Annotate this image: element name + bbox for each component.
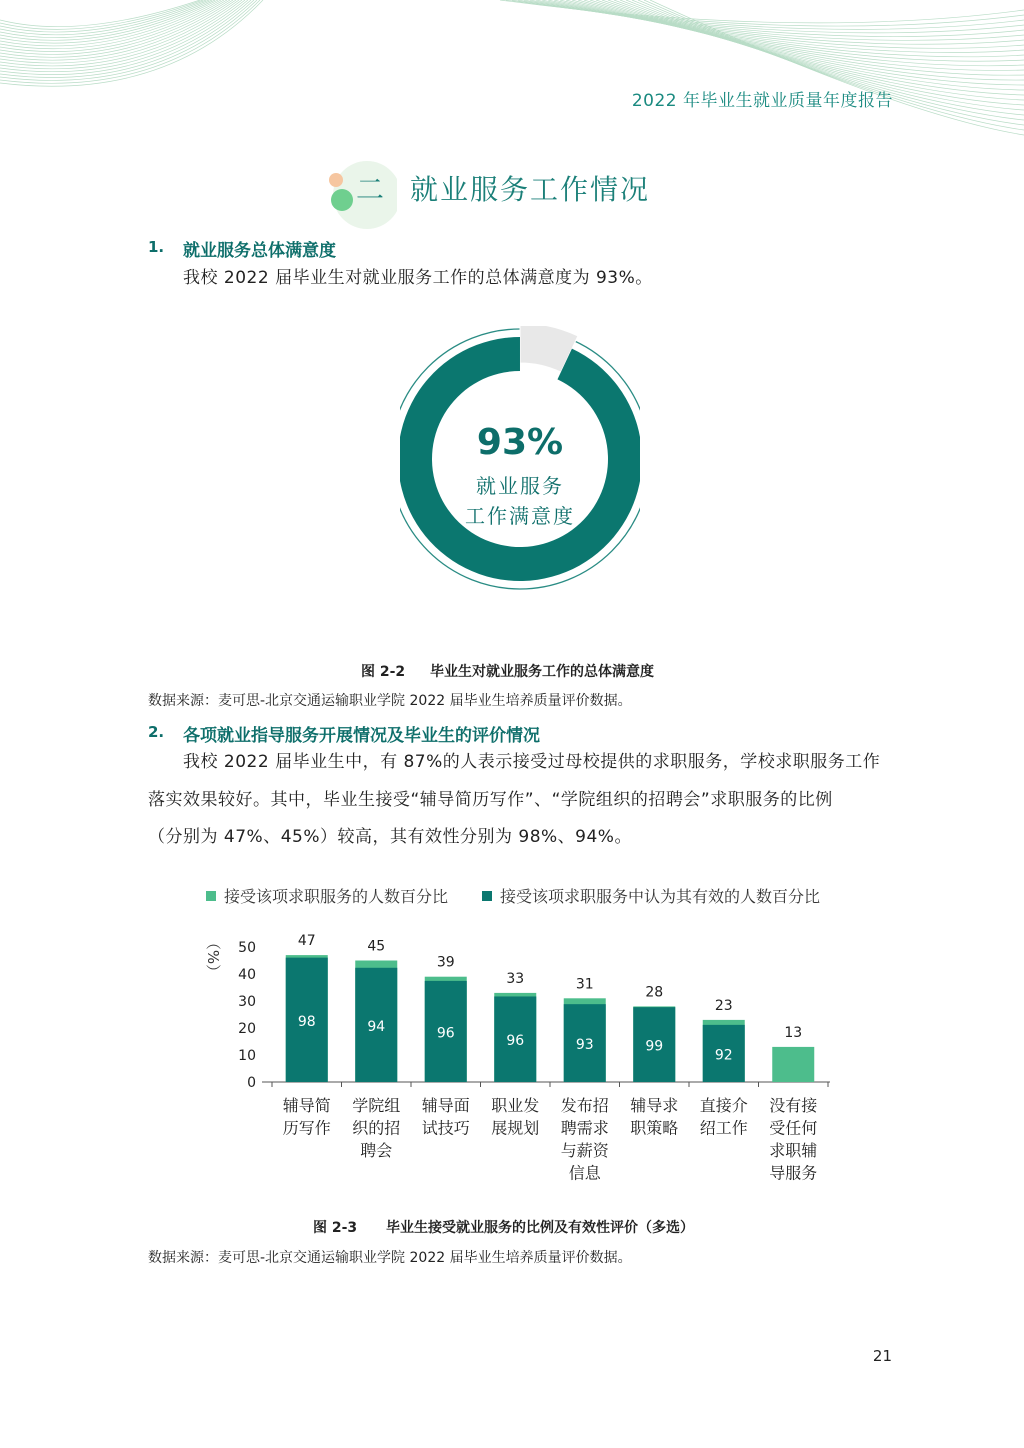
bar-effective-value-label: 96 [436,1025,455,1042]
x-category-label: 直接介 [699,1096,748,1115]
y-tick-label: 50 [238,940,256,956]
x-category-label: 辅导求 [630,1096,679,1115]
subsection-2-title: 各项就业指导服务开展情况及毕业生的评价情况 [183,726,540,746]
legend-label-received: 接受该项求职服务的人数百分比 [224,887,449,906]
section-title: 就业服务工作情况 [410,173,651,206]
y-tick-label: 20 [238,1021,256,1037]
legend-swatch-effective [482,891,492,901]
y-tick-label: 0 [247,1075,256,1091]
x-category-label: 职策略 [630,1118,679,1138]
page-number: 21 [872,1347,892,1365]
subsection-1-title: 就业服务总体满意度 [183,241,336,261]
x-category-label: 求职辅 [769,1141,818,1160]
x-category-label: 聘需求 [560,1118,609,1138]
x-category-label: 职业发 [491,1096,540,1115]
bar-received-value-label: 31 [575,976,594,993]
x-category-label: 织的招 [352,1118,401,1138]
figure-2-3-caption: 毕业生接受就业服务的比例及有效性评价（多选） [386,1220,694,1236]
subsection-1-number: 1. [148,238,165,256]
donut-value-label: 93% [476,422,564,463]
x-category-label: 聘会 [360,1141,393,1160]
x-category-label: 试技巧 [421,1118,470,1138]
bar-received-value-label: 47 [297,933,316,950]
bar-received [772,1047,814,1082]
subsection-2-line-1: 我校 2022 届毕业生中，有 87%的人表示接受过母校提供的求职服务，学校求职服务工作 [183,752,881,772]
bar-received-value-label: 13 [784,1024,803,1041]
y-tick-label: 10 [238,1048,256,1064]
x-category-label: 绍工作 [699,1118,748,1138]
legend-swatch-received [206,891,216,901]
subsection-2-line-2: 落实效果较好。其中，毕业生接受“辅导简历写作”、“学院组织的招聘会”求职服务的比例 [148,790,833,810]
x-category-label: 学院组 [352,1096,401,1115]
figure-2-2-caption: 毕业生对就业服务工作的总体满意度 [430,664,654,680]
x-category-label: 发布招 [560,1096,609,1115]
x-category-label: 历写作 [282,1118,331,1138]
bar-effective-value-label: 94 [367,1018,386,1035]
x-category-label: 与薪资 [560,1141,609,1160]
bar-received-value-label: 45 [367,938,386,955]
legend-item-received [206,884,448,907]
bar-effective-value-label: 99 [645,1038,664,1055]
running-header: 2022 年毕业生就业质量年度报告 [631,91,893,111]
x-category-label: 没有接 [769,1096,818,1115]
bar-effective-value-label: 92 [714,1047,733,1064]
donut-label-line-1: 就业服务 [476,474,564,498]
figure-2-2-number: 图 2-2 [361,664,406,680]
bar-received-value-label: 33 [506,970,525,987]
y-tick-label: 40 [238,967,256,983]
figure-2-2-source: 数据来源：麦可思-北京交通运输职业学院 2022 届毕业生培养质量评价数据。 [148,693,632,709]
employment-service-bar-chart [190,922,850,1192]
figure-2-3-number: 图 2-3 [313,1220,358,1236]
bar-effective-value-label: 93 [575,1037,594,1054]
section-number: 二 [356,173,385,206]
x-category-label: 导服务 [769,1163,818,1183]
x-category-label: 展规划 [491,1118,540,1138]
subsection-2-number: 2. [148,723,165,741]
bar-effective-value-label: 98 [297,1013,316,1030]
decorative-line-art [0,0,1024,160]
x-category-label: 信息 [568,1163,601,1183]
x-category-label: 辅导简 [282,1096,331,1115]
figure-2-3-source: 数据来源：麦可思-北京交通运输职业学院 2022 届毕业生培养质量评价数据。 [148,1250,632,1266]
x-category-label: 受任何 [769,1118,818,1138]
donut-label-line-2: 工作满意度 [465,504,575,528]
x-category-label: 辅导面 [421,1096,470,1115]
y-axis-label: （%） [204,934,222,980]
legend-label-effective: 接受该项求职服务中认为其有效的人数百分比 [500,887,821,906]
y-tick-label: 30 [238,994,256,1010]
subsection-2-line-3: （分别为 47%、45%）较高，其有效性分别为 98%、94%。 [148,827,632,847]
subsection-1-text: 我校 2022 届毕业生对就业服务工作的总体满意度为 93%。 [183,268,653,288]
bar-received-value-label: 28 [645,984,664,1001]
bar-received-value-label: 39 [436,954,455,971]
legend-item-effective [482,884,820,907]
bar-received-value-label: 23 [714,997,733,1014]
bar-effective-value-label: 96 [506,1033,525,1050]
